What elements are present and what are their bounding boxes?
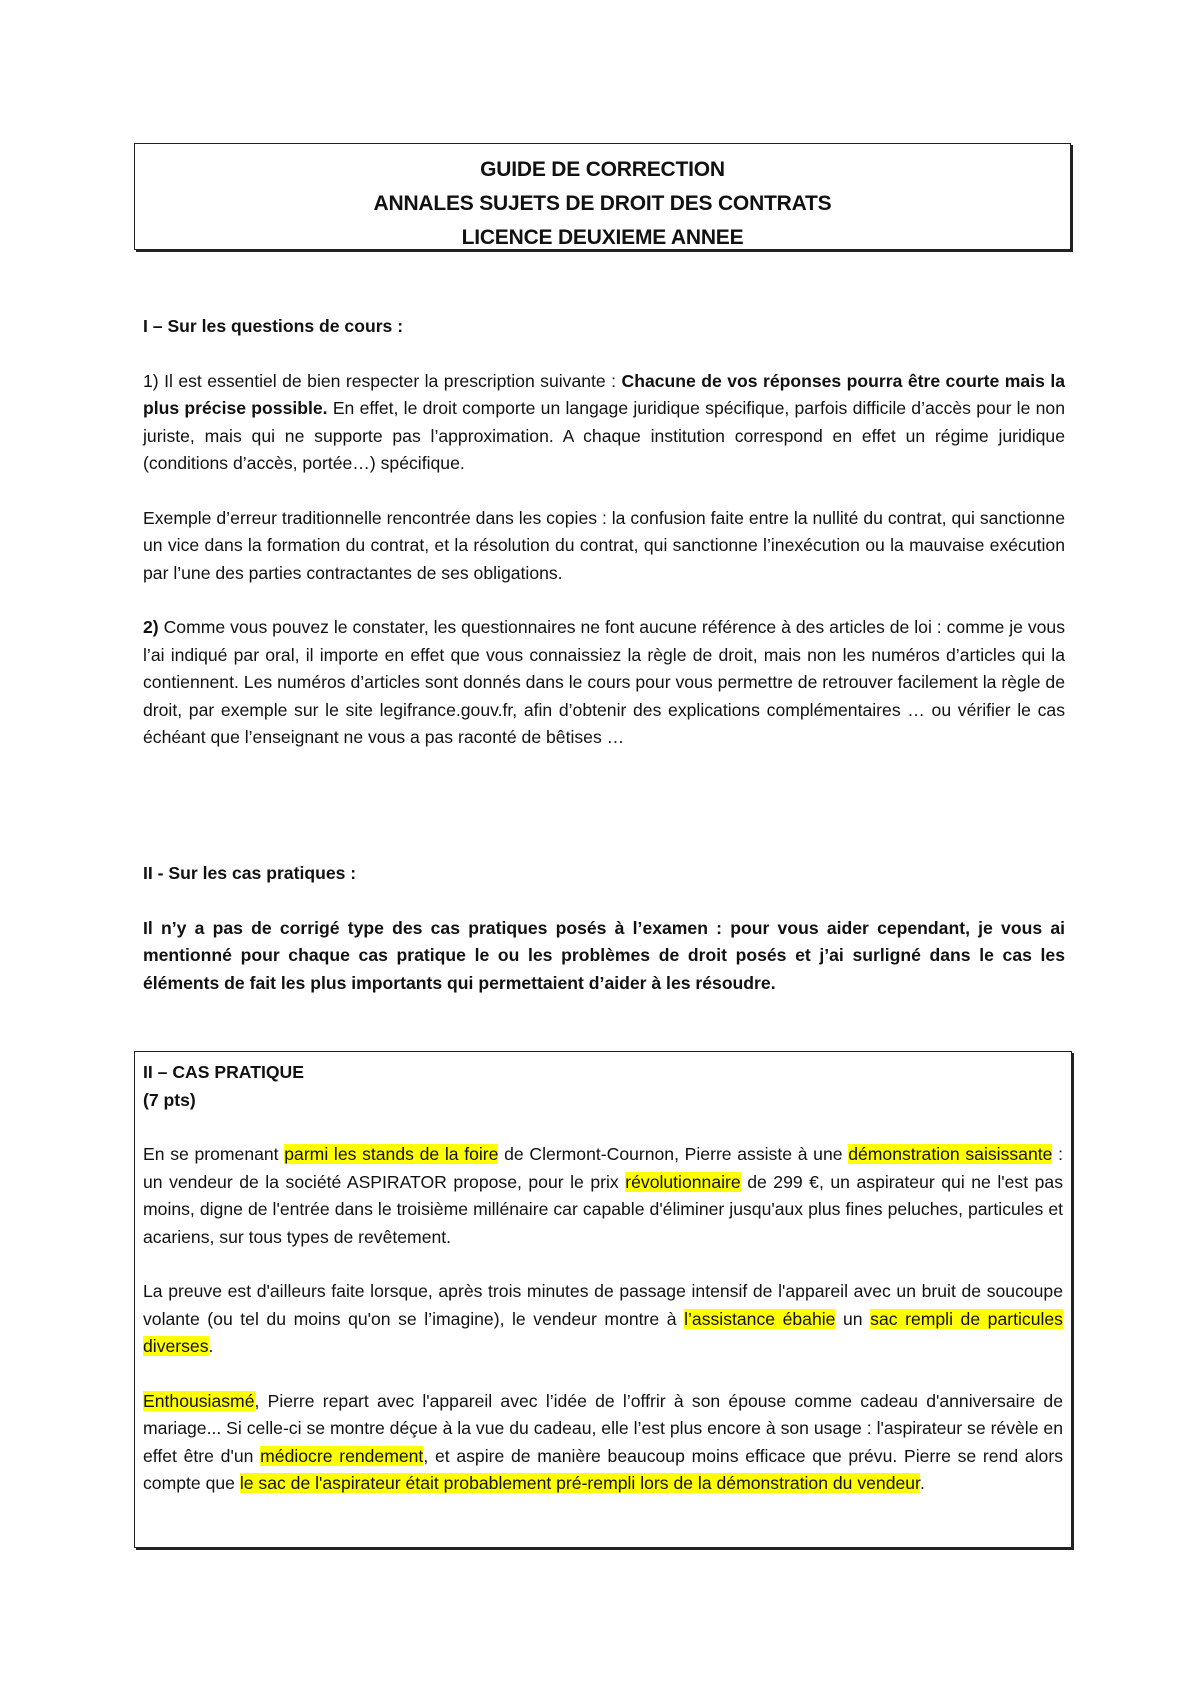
section-1 bbox=[143, 313, 1065, 752]
case-paragraph-1 bbox=[143, 1141, 1063, 1251]
paragraph-1-rest: En effet, le droit comporte un langage juridique spécifique, parfois difficile d’accès pour le non juriste, mais qui ne supporte pas l’approximation. A chaque institution correspond en effet un régime juridique (conditions d’accès, portée…) spécifique. bbox=[143, 398, 1065, 473]
highlighted-text: médiocre rendement bbox=[260, 1445, 424, 1466]
paragraph-2: Exemple d’erreur traditionnelle rencontrée dans les copies : la confusion faite entre la nullité du contrat, qui sanctionne un vice dans la formation du contrat, et la résolution du contrat, qui sanctionne l’inexécution ou la mauvaise exécution par l’une des parties contractantes de ses obligations. bbox=[143, 507, 1065, 583]
paragraph-1-intro: 1) Il est essentiel de bien respecter la prescription suivante : bbox=[143, 370, 622, 391]
highlighted-text: l’assistance ébahie bbox=[684, 1308, 836, 1329]
case-box bbox=[134, 1051, 1072, 1548]
highlighted-text: révolutionnaire bbox=[625, 1171, 741, 1192]
title-line-2: ANNALES SUJETS DE DROIT DES CONTRATS bbox=[373, 192, 832, 215]
case-points: (7 pts) bbox=[143, 1089, 196, 1110]
highlighted-text: démonstration saisissante bbox=[848, 1144, 1053, 1164]
section-2-paragraph: Il n’y a pas de corrigé type des cas pratiques posés à l’examen : pour vous aider cependant, je vous ai mentionné pour chaque cas pratique le ou les problèmes de droit posés et j’ai surligné dans le cas les éléments de fait les plus importants qui permettaient d’aider à les résoudre. bbox=[143, 917, 1065, 993]
text-segment: de Clermont-Cournon, Pierre assiste à une bbox=[498, 1144, 849, 1164]
highlighted-text: Enthousiasmé bbox=[143, 1390, 255, 1411]
highlighted-text: sac rempli de particules diverses bbox=[143, 1308, 1063, 1356]
highlighted-text: le sac de l'aspirateur était probablement pré-rempli lors de la démonstration du vendeur bbox=[239, 1473, 920, 1493]
case-content bbox=[143, 1059, 1063, 1498]
paragraph-3-number: 2) bbox=[143, 617, 159, 637]
title-line-3: LICENCE DEUXIEME ANNEE bbox=[461, 226, 744, 249]
text-segment: . bbox=[919, 1473, 925, 1493]
paragraph-1 bbox=[143, 368, 1065, 478]
section-2-heading: II - Sur les cas pratiques : bbox=[143, 863, 357, 883]
paragraph-3-text: Comme vous pouvez le constater, les questionnaires ne font aucune référence à des articles de loi : comme je vous l’ai indiqué par oral, il importe en effet que vous connaissiez la règle de droit, mais non les numéros d’articles qui la contiennent. Les numéros d’articles sont donnés dans le cours pour vous permettre de retrouver facilement la règle de droit, par exemple sur le site legifrance.gouv.fr, afin d’obtenir des explications complémentaires … ou vérifier le cas échéant que l’enseignant ne vous a pas raconté de bêtises … bbox=[143, 617, 1065, 747]
text-segment: de 299 €, un aspirateur qui ne l'est pas moins, digne de l'entrée dans le troisième millénaire car capable d'éliminer jusqu'aux plus fines peluches, particules et acariens, sur tous types de revêtement. bbox=[143, 1171, 1063, 1247]
section-1-heading: I – Sur les questions de cours : bbox=[143, 316, 404, 336]
text-segment: , Pierre repart avec l'appareil avec l’idée de l’offrir à son épouse comme cadeau d'anniversaire de mariage... Si celle-ci se montre déçue à la vue du cadeau, elle l’est plus encore à son usage : l'aspirateur se révèle en effet être d'un bbox=[143, 1390, 1063, 1466]
text-segment: : un vendeur de la société ASPIRATOR propose, pour le prix bbox=[143, 1144, 1063, 1192]
paragraph-1-bold: Chacune de vos réponses pourra être courte mais la plus précise possible. bbox=[143, 370, 1065, 418]
text-segment: un bbox=[835, 1308, 871, 1329]
highlighted-text: parmi les stands de la foire bbox=[284, 1144, 499, 1164]
text-segment: . bbox=[208, 1336, 214, 1356]
text-segment: En se promenant bbox=[143, 1144, 285, 1164]
case-title: II – CAS PRATIQUE bbox=[143, 1062, 304, 1082]
text-segment: , et aspire de manière beaucoup moins efficace que prévu. Pierre se rend alors compte que bbox=[143, 1445, 1063, 1493]
case-paragraph-3 bbox=[143, 1388, 1063, 1498]
case-paragraph-2 bbox=[143, 1278, 1063, 1361]
paragraph-3 bbox=[143, 614, 1065, 752]
title-box bbox=[134, 143, 1071, 250]
title-line-1: GUIDE DE CORRECTION bbox=[480, 158, 725, 181]
text-segment: La preuve est d'ailleurs faite lorsque, après trois minutes de passage intensif de l'appareil avec un bruit de soucoupe volante (ou tel du moins qu'on se l’imagine), le vendeur montre à bbox=[143, 1281, 1063, 1329]
section-2 bbox=[143, 860, 1065, 997]
